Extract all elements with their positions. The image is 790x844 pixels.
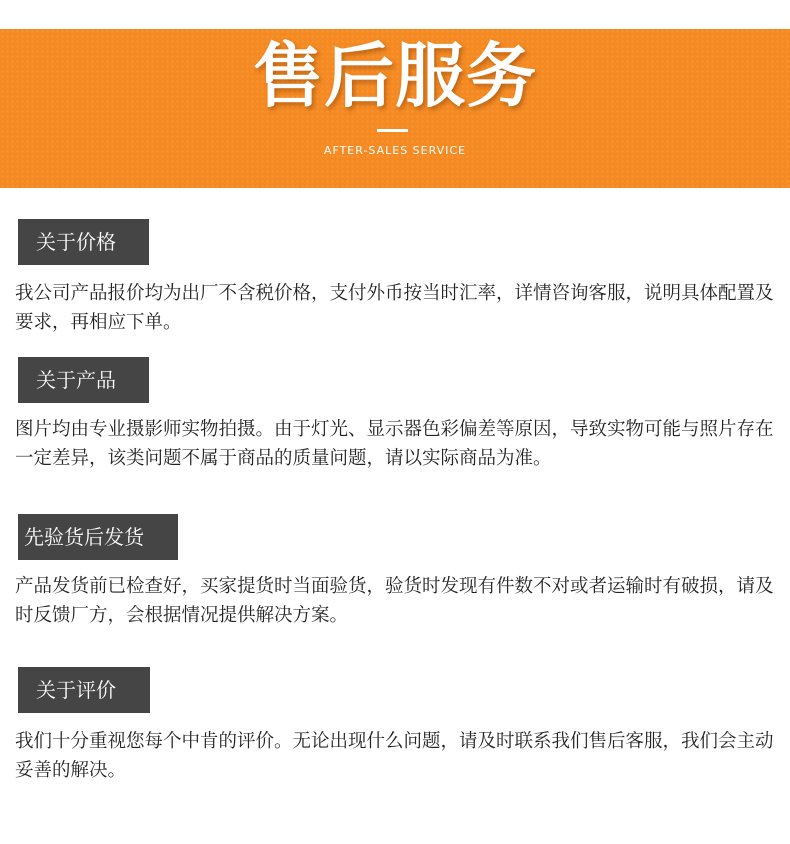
- banner-subtitle: AFTER-SALES SERVICE: [323, 144, 467, 157]
- section-text-price: 我公司产品报价均为出厂不含税价格，支付外币按当时汇率，详情咨询客服，说明具体配置及要求，再相应下单。: [15, 283, 774, 333]
- section-heading-inspection: 先验货后发货: [18, 514, 178, 560]
- section-heading-price: 关于价格: [18, 219, 149, 265]
- banner-title: 售后服务: [253, 35, 537, 117]
- banner-divider: [377, 129, 408, 132]
- section-text-product: 图片均由专业摄影师实物拍摄。由于灯光、显示器色彩偏差等原因，导致实物可能与照片存在一定差异，该类问题不属于商品的质量问题，请以实际商品为准。: [15, 419, 774, 469]
- section-heading-product: 关于产品: [18, 357, 149, 403]
- section-heading-review: 关于评价: [18, 667, 150, 713]
- section-text-inspection: 产品发货前已检查好，买家提货时当面验货，验货时发现有件数不对或者运输时有破损，请及时反馈厂方，会根据情况提供解决方案。: [15, 576, 774, 626]
- section-text-review: 我们十分重视您每个中肯的评价。无论出现什么问题，请及时联系我们售后客服，我们会主动妥善的解决。: [15, 731, 774, 781]
